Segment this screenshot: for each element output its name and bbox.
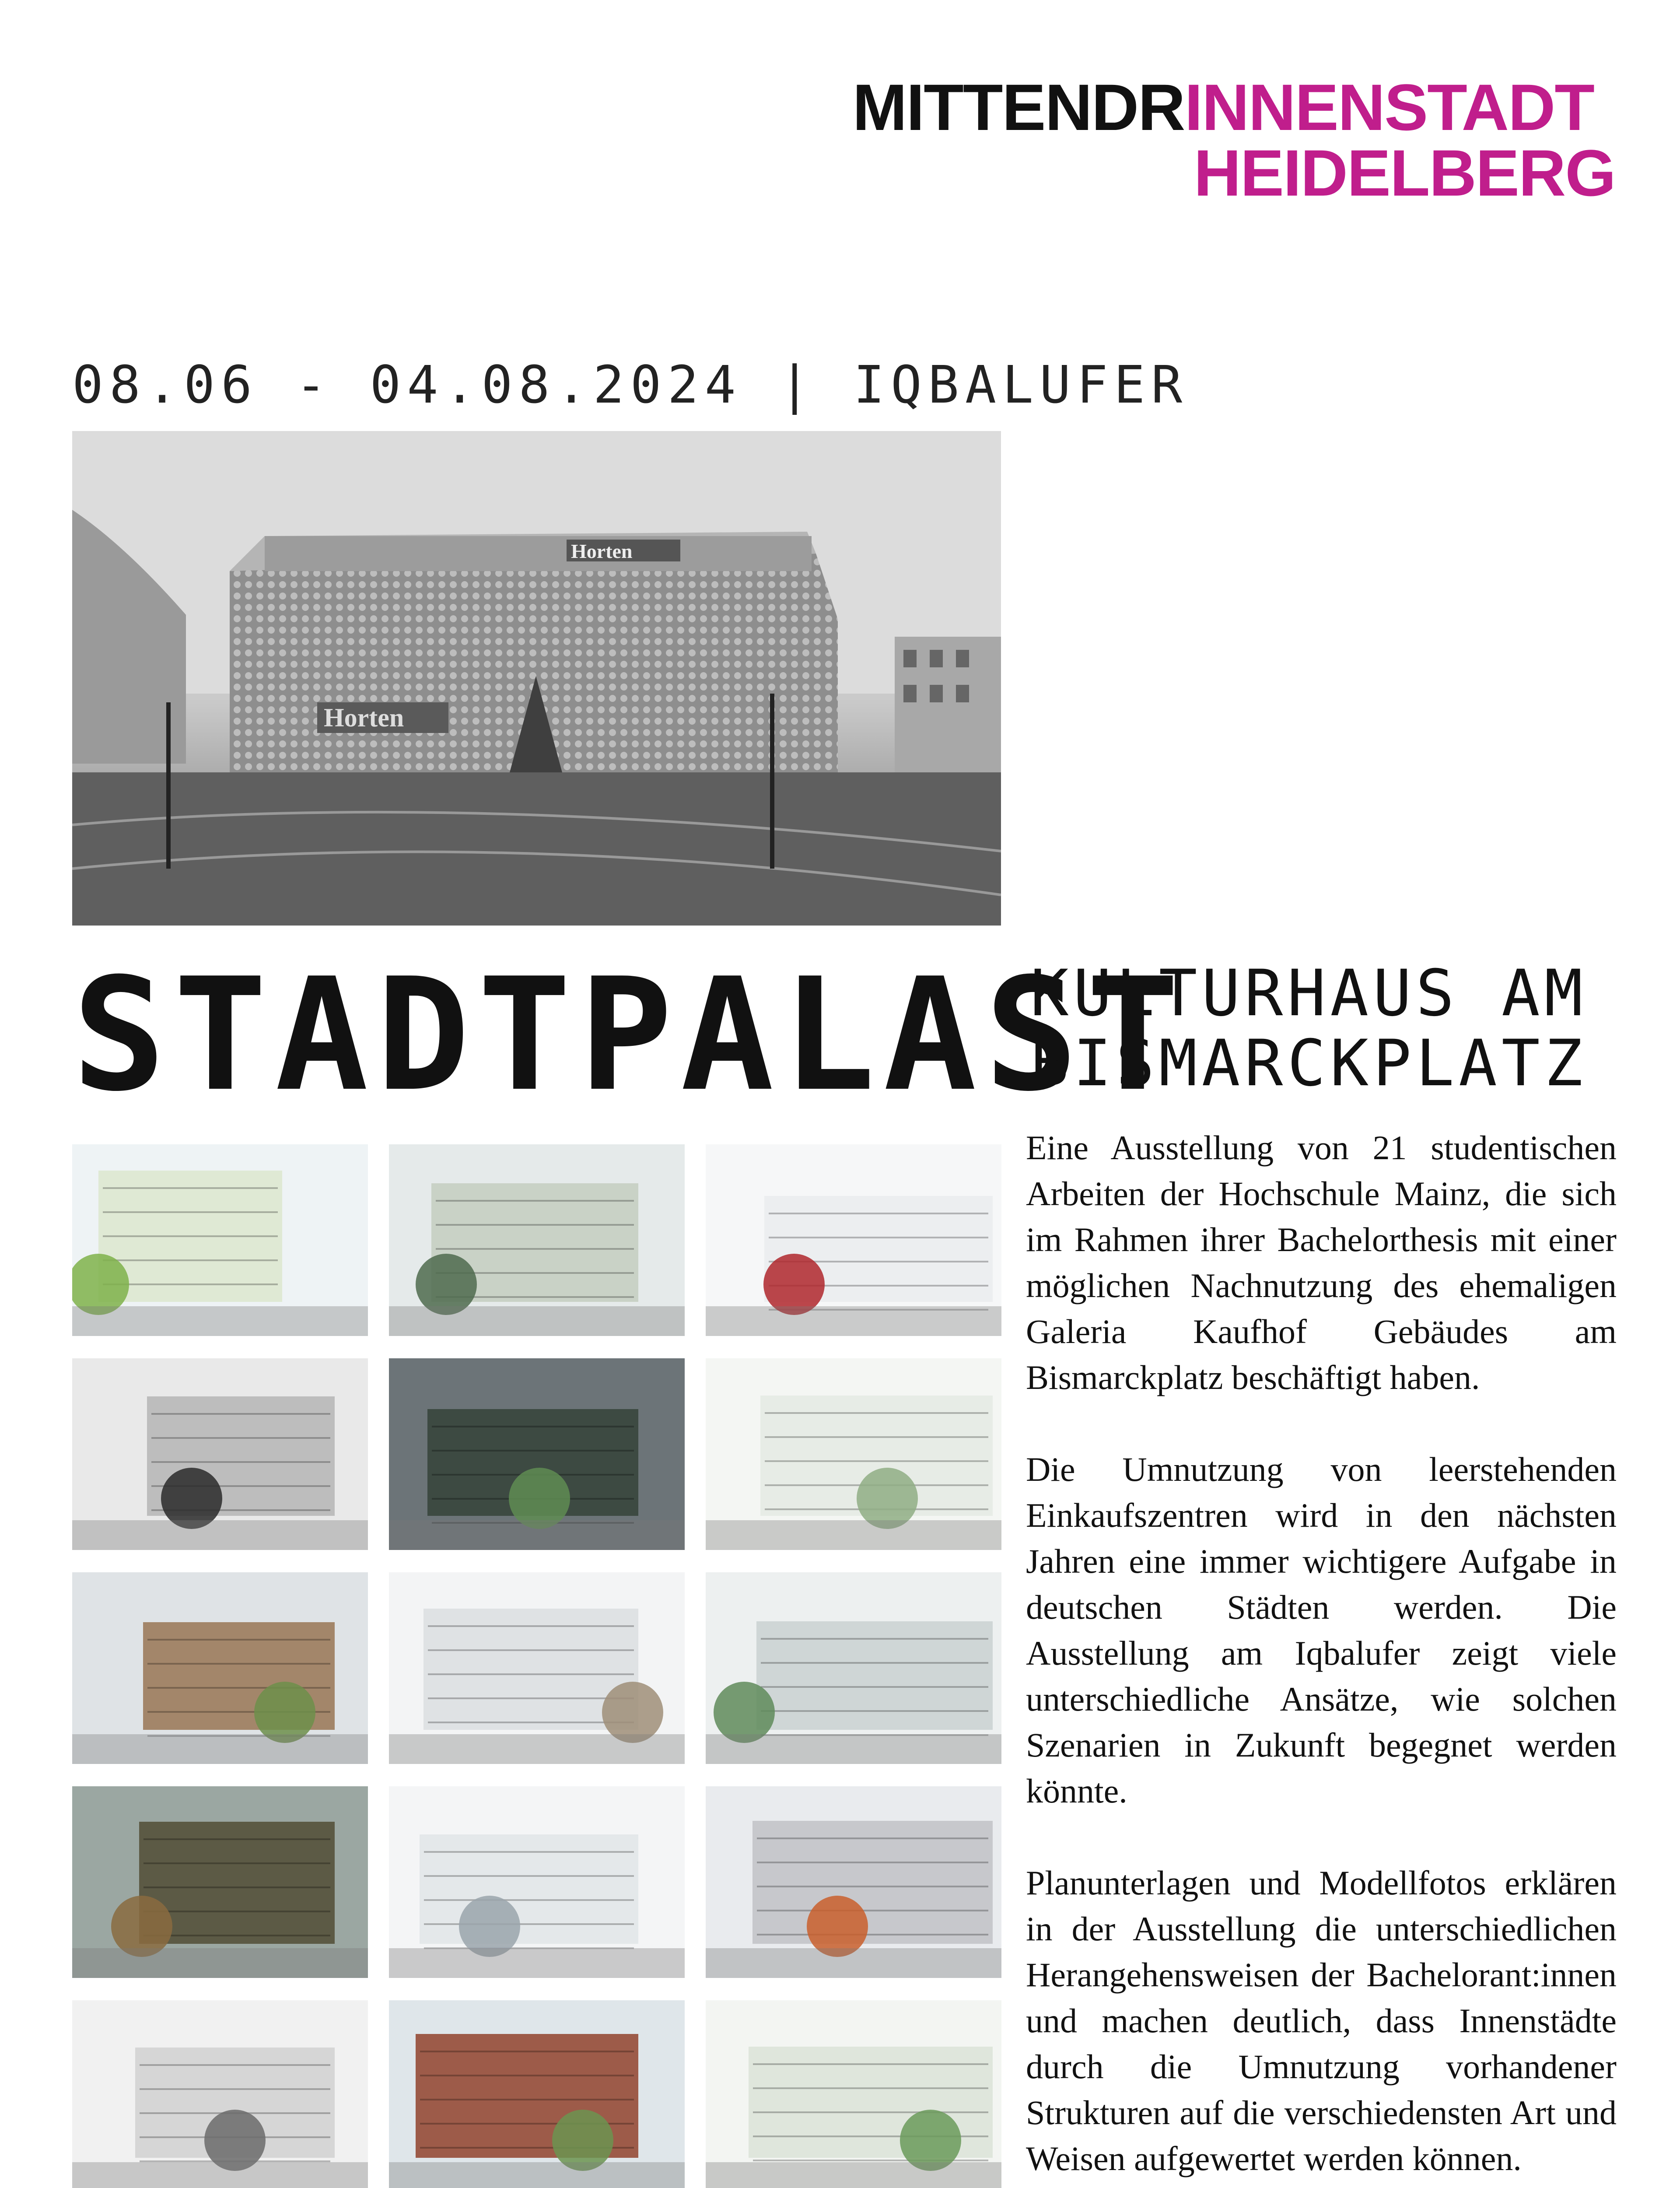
subtitle-line-1: KULTURHAUS AM: [1030, 956, 1587, 1031]
project-thumbnail: [389, 1358, 685, 1550]
historic-building-illustration: [72, 431, 1001, 926]
project-thumbnail: [389, 1786, 685, 1978]
project-thumbnail: [706, 1144, 1001, 1336]
project-thumbnail: [389, 1572, 685, 1764]
description-paragraph-3: Planunterlagen und Modellfotos erklären in der Ausstellung die unterschiedlichen Herangehensweisen der Bachelorant:innen und machen deutlich, dass Innenstädte durch die Umnutzung vorhandener Strukturen auf die verschiedensten Art und Weisen aufgewertet werden können.: [1026, 1864, 1617, 2177]
project-thumbnail: [72, 2000, 368, 2188]
brand-part2: INNENSTADT: [1184, 70, 1594, 144]
project-thumbnail-grid: [72, 1144, 1001, 2188]
brand-logo: [852, 70, 1615, 210]
project-thumbnail: [72, 1144, 368, 1336]
exhibition-subtitle: [1030, 956, 1587, 1101]
date-location: 08.06 - 04.08.2024 | IQBALUFER: [72, 354, 1189, 415]
project-thumbnail: [389, 1144, 685, 1336]
brand-line2: HEIDELBERG: [1194, 136, 1615, 210]
project-thumbnail: [72, 1786, 368, 1978]
brand-part1: MITTENDR: [852, 70, 1185, 144]
description-paragraph-2: Die Umnutzung von leerstehenden Einkaufszentren wird in den nächsten Jahren eine immer wichtigere Aufgabe in deutschen Städten werden. Die Ausstellung am Iqbalufer zeigt viele unterschiedliche Ansätze, wie solchen Szenarien in Zukunft begegnet werden könnte.: [1026, 1450, 1617, 1810]
subtitle-line-2: BISMARCKPLATZ: [1030, 1026, 1587, 1101]
hero-sign-front: Horten: [324, 703, 404, 732]
hero-photo: [72, 431, 1001, 926]
project-thumbnail: [72, 1572, 368, 1764]
hero-sign-top: Horten: [571, 540, 633, 562]
project-thumbnail: [72, 1358, 368, 1550]
project-thumbnail: [389, 2000, 685, 2188]
exhibition-title: STADTPALAST: [72, 944, 1188, 1126]
description: [1026, 1125, 1617, 2188]
project-thumbnail: [706, 2000, 1001, 2188]
project-thumbnail: [706, 1572, 1001, 1764]
description-paragraph-1: Eine Ausstellung von 21 studentischen Arbeiten der Hochschule Mainz, die sich im Rahmen ihrer Bachelorthesis mit einer möglichen Nachnutzung des ehemaligen Galeria Kaufhof Gebäudes am Bismarckplatz beschäftigt haben.: [1026, 1129, 1617, 1396]
project-thumbnail: [706, 1358, 1001, 1550]
project-thumbnail: [706, 1786, 1001, 1978]
